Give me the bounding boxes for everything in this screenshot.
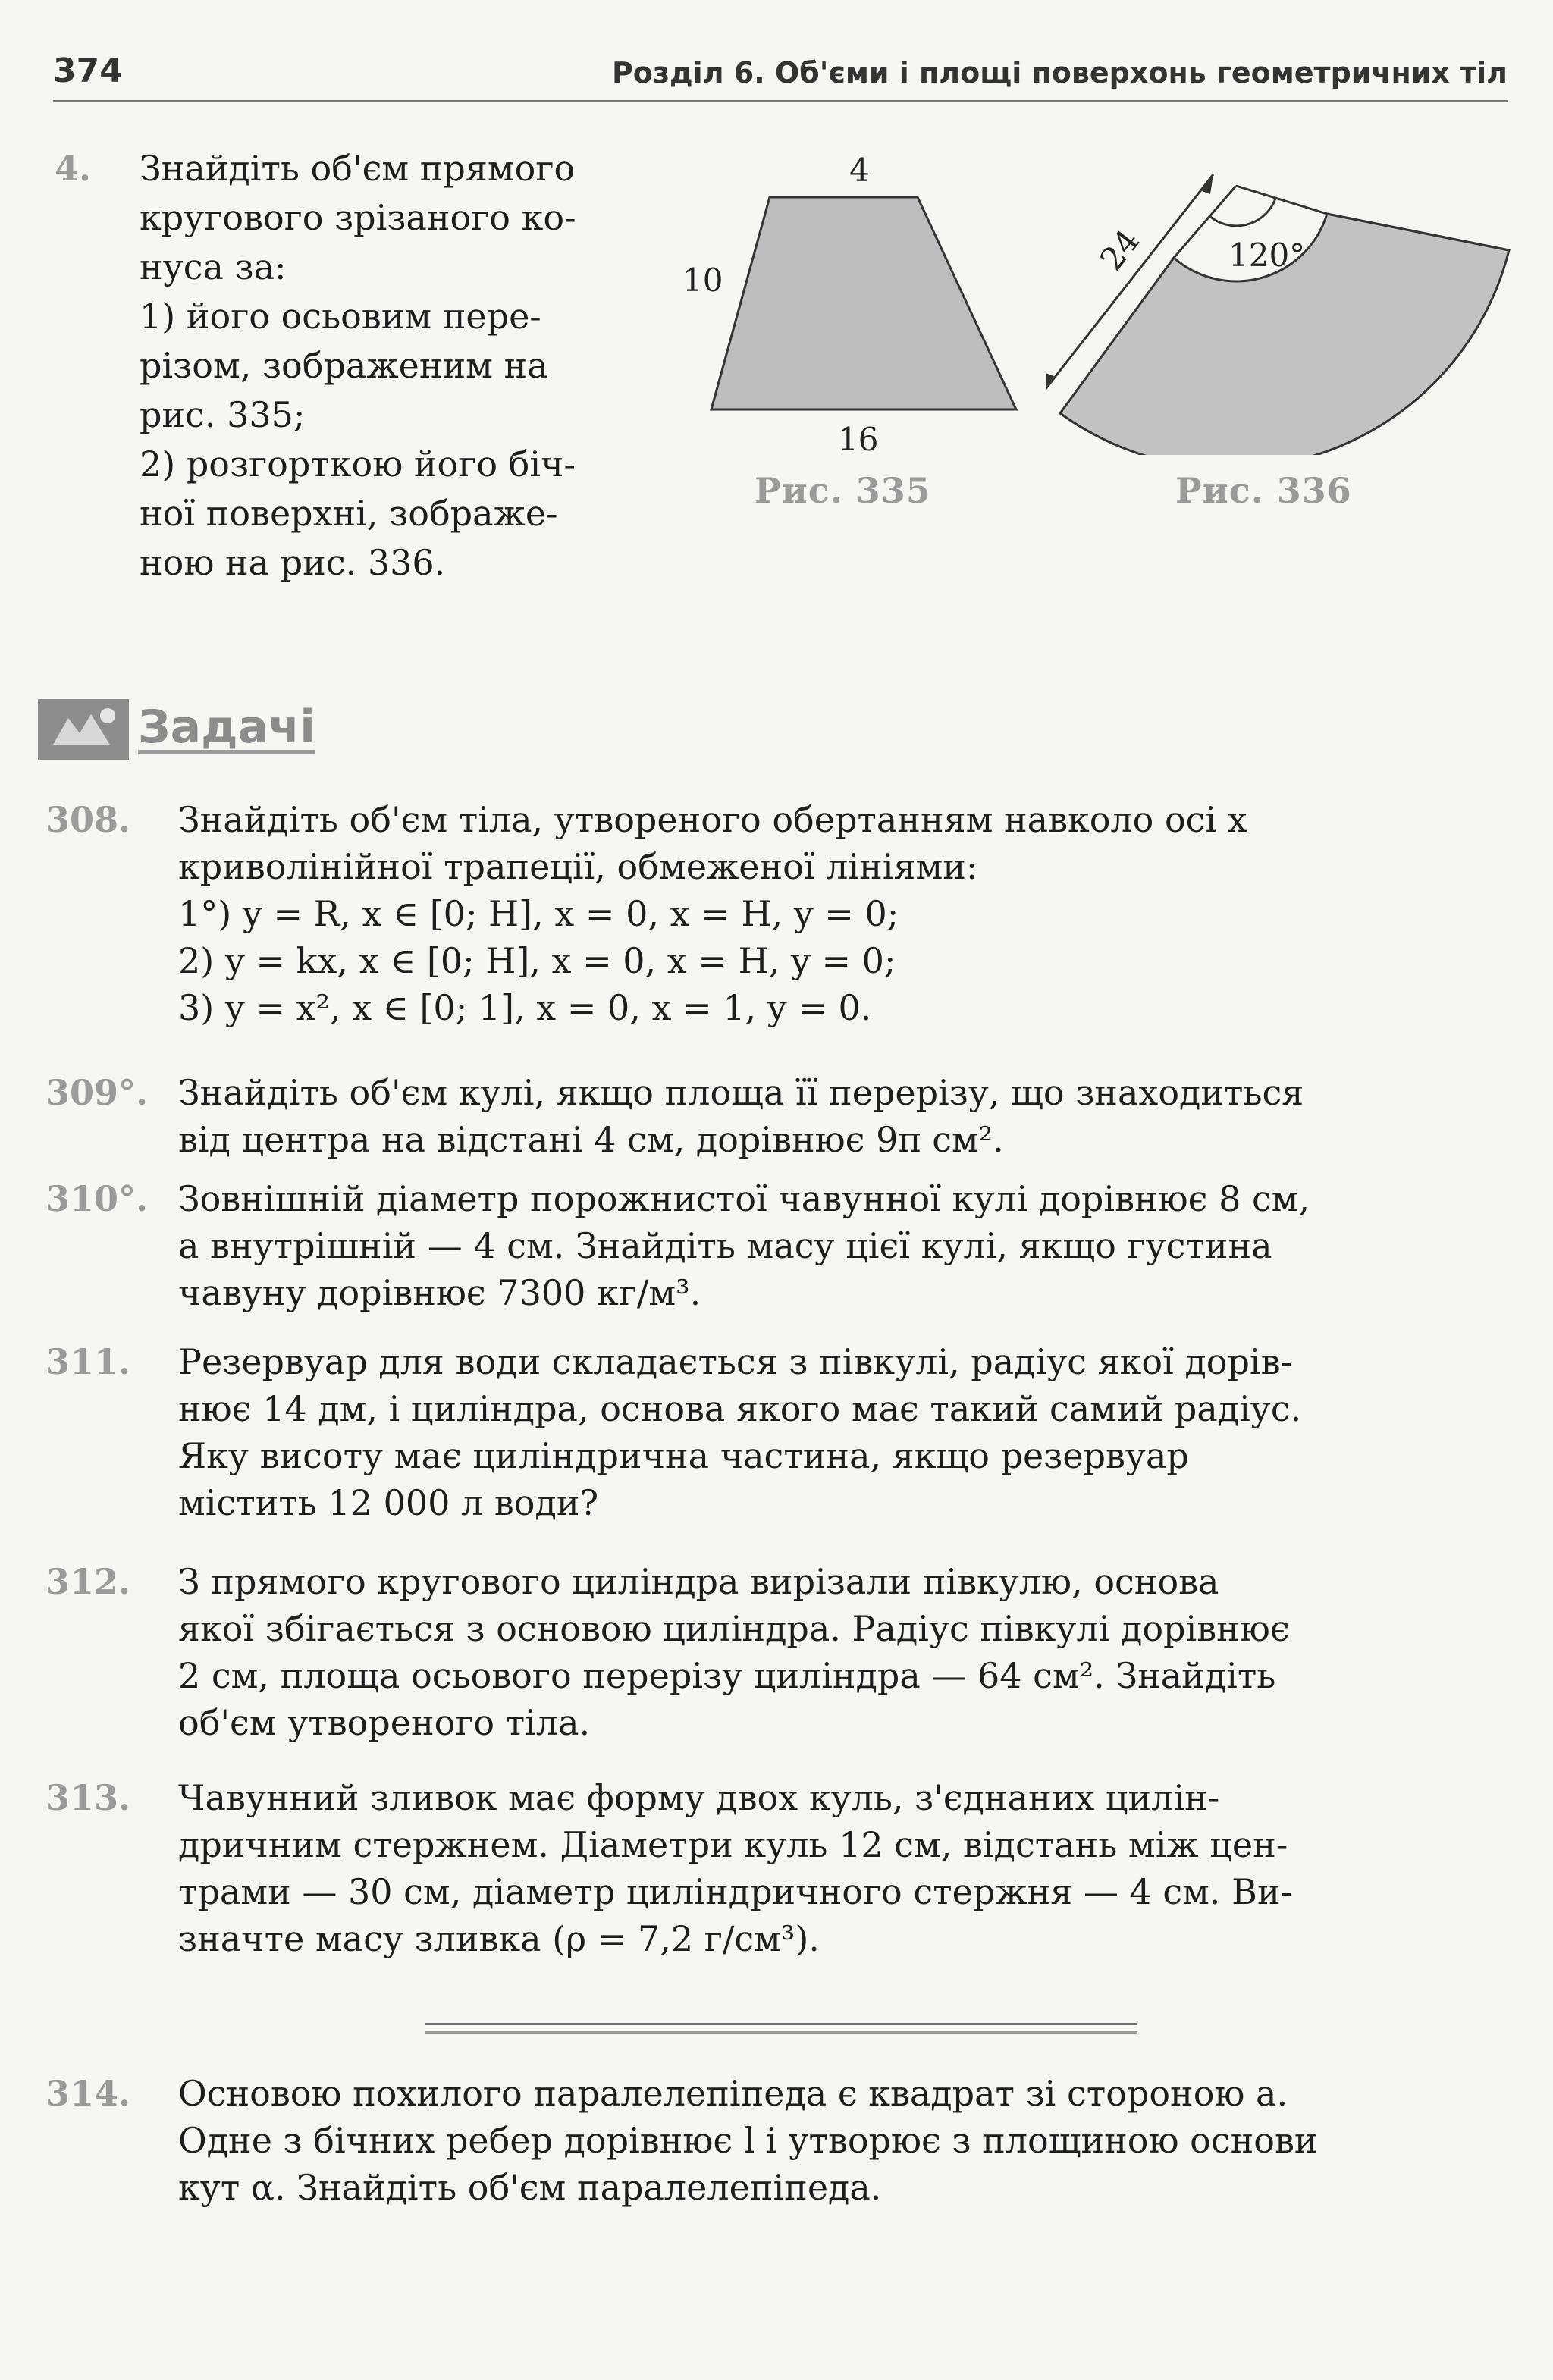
trapezoid-top-label: 4 — [849, 152, 870, 189]
problem-310 — [45, 1175, 1509, 1316]
problem-line: від центра на відстані 4 см, дорівнює 9π см². — [178, 1119, 1004, 1160]
section-header — [38, 699, 356, 760]
section-title: Задачі — [138, 701, 315, 754]
problem-line: криволінійної трапеції, обмеженої лініями: — [178, 846, 978, 887]
problem-line: 2) y = kx, x ∈ [0; H], x = 0, x = H, y = 0; — [178, 940, 896, 981]
problem-line: якої збігається з основою циліндра. Радіус півкулі дорівнює — [178, 1608, 1290, 1649]
sector-diagram — [1046, 152, 1532, 455]
exercise-line: кругового зрізаного ко- — [140, 197, 576, 238]
problem-line: Знайдіть об'єм тіла, утвореного обертанням навколо осі x — [178, 799, 1247, 840]
sector-angle-label: 120° — [1228, 237, 1306, 274]
figure-335 — [667, 152, 1046, 531]
exercise-line: ною на рис. 336. — [140, 542, 446, 583]
exercise-line: 1) його осьовим пере- — [140, 296, 541, 337]
problem-number: 310°. — [45, 1178, 149, 1219]
problem-line: 1°) y = R, x ∈ [0; H], x = 0, x = H, y = 0; — [178, 893, 899, 934]
problem-line: нює 14 дм, і циліндра, основа якого має такий самий радіус. — [178, 1388, 1302, 1429]
trapezoid-diagram — [667, 152, 1046, 425]
problem-number: 308. — [45, 799, 131, 840]
problem-number: 313. — [45, 1777, 131, 1818]
problem-number: 314. — [45, 2073, 131, 2114]
problem-line: чавуну дорівнює 7300 кг/м³. — [178, 1272, 701, 1313]
problem-number: 312. — [45, 1561, 131, 1602]
problem-line: кут α. Знайдіть об'єм паралелепіпеда. — [178, 2167, 882, 2208]
running-head: Розділ 6. Об'єми і площі поверхонь геометричних тіл — [611, 56, 1508, 89]
figure-caption: Рис. 336 — [1175, 470, 1352, 511]
problem-line: а внутрішній — 4 см. Знайдіть масу цієї кулі, якщо густина — [178, 1225, 1272, 1266]
tasks-icon — [38, 699, 129, 760]
problem-line: Знайдіть об'єм кулі, якщо площа її перерізу, що знаходиться — [178, 1072, 1304, 1113]
problem-line: значте масу зливка (ρ = 7,2 г/см³). — [178, 1918, 820, 1959]
problem-308 — [45, 796, 1509, 1031]
problem-line: дричним стержнем. Діаметри куль 12 см, відстань між цен- — [178, 1824, 1288, 1865]
problem-314 — [45, 2070, 1509, 2211]
problem-line: З прямого кругового циліндра вирізали півкулю, основа — [178, 1561, 1219, 1602]
trapezoid-bottom-label: 16 — [838, 421, 879, 458]
problem-line: 3) y = x², x ∈ [0; 1], x = 0, x = 1, y = 0. — [178, 987, 872, 1028]
problem-line: Основою похилого паралелепіпеда є квадрат зі стороною a. — [178, 2073, 1288, 2114]
sector-slant-label: 24 — [1092, 222, 1147, 278]
exercise-number: 4. — [55, 148, 92, 189]
exercise-line: рис. 335; — [140, 394, 306, 435]
problem-line: Чавунний зливок має форму двох куль, з'єднаних цилін- — [178, 1777, 1220, 1818]
exercise-line: нуса за: — [140, 246, 287, 287]
problem-line: Яку висоту має циліндрична частина, якщо резервуар — [178, 1435, 1189, 1476]
page-number: 374 — [53, 52, 123, 90]
exercise-line: різом, зображеним на — [140, 345, 548, 386]
figure-caption: Рис. 335 — [755, 470, 931, 511]
problem-number: 311. — [45, 1341, 131, 1382]
problem-line: містить 12 000 л води? — [178, 1482, 599, 1523]
figure-336 — [1046, 152, 1532, 531]
problem-line: Одне з бічних ребер дорівнює l і утворює з площиною основи — [178, 2120, 1318, 2161]
problem-line: 2 см, площа осьового перерізу циліндра — 64 см². Знайдіть — [178, 1655, 1276, 1696]
problem-309 — [45, 1069, 1509, 1163]
problem-line: Зовнішній діаметр порожнистої чавунної кулі дорівнює 8 см, — [178, 1178, 1310, 1219]
problem-number: 309°. — [45, 1072, 149, 1113]
exercise-line: 2) розгорткою його біч- — [140, 444, 576, 484]
problem-line: трами — 30 см, діаметр циліндричного стержня — 4 см. Ви- — [178, 1871, 1293, 1912]
problem-311 — [45, 1338, 1509, 1526]
problem-313 — [45, 1774, 1509, 1962]
exercise-line: Знайдіть об'єм прямого — [140, 148, 576, 189]
problem-line: Резервуар для води складається з півкулі, радіус якої дорів- — [178, 1341, 1293, 1382]
problem-line: об'єм утвореного тіла. — [178, 1702, 591, 1743]
page-header — [53, 47, 1508, 102]
exercise-line: ної поверхні, зображе- — [140, 493, 558, 534]
exercise-4 — [55, 144, 661, 588]
section-divider — [425, 2023, 1137, 2034]
trapezoid-side-label: 10 — [682, 262, 723, 299]
problem-312 — [45, 1558, 1509, 1746]
